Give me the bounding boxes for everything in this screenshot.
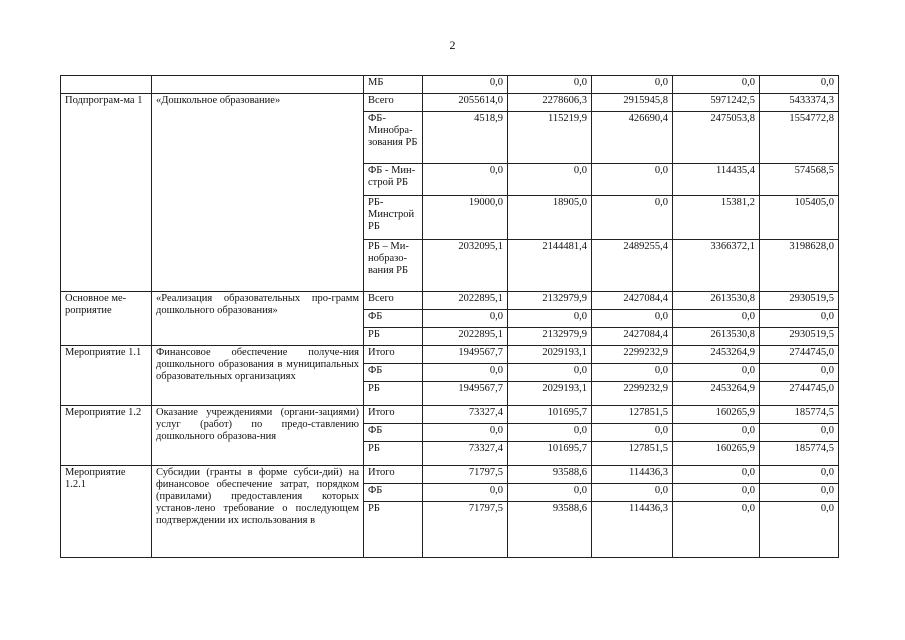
amount-cell: 2427084,4 [592,292,673,310]
amount-cell: 0,0 [423,76,508,94]
funding-source-cell: Итого [364,466,423,484]
amount-cell: 574568,5 [760,164,839,196]
amount-cell: 0,0 [508,310,592,328]
program-name-cell [61,76,152,94]
amount-cell: 2144481,4 [508,240,592,292]
amount-cell: 0,0 [673,484,760,502]
amount-cell: 0,0 [423,364,508,382]
funding-source-cell: ФБ - Мин-строй РБ [364,164,423,196]
amount-cell: 3198628,0 [760,240,839,292]
amount-cell: 2299232,9 [592,346,673,364]
amount-cell: 2032095,1 [423,240,508,292]
amount-cell: 0,0 [592,196,673,240]
amount-cell: 0,0 [508,364,592,382]
amount-cell: 5433374,3 [760,94,839,112]
amount-cell: 0,0 [760,484,839,502]
amount-cell: 185774,5 [760,442,839,466]
amount-cell: 0,0 [592,484,673,502]
funding-source-cell: РБ [364,502,423,558]
amount-cell: 160265,9 [673,442,760,466]
amount-cell: 2029193,1 [508,382,592,406]
program-name-cell: Мероприятие 1.1 [61,346,152,406]
program-description-cell: Финансовое обеспечение получе-ния дошкольного образования в муниципальных образовательных организациях [152,346,364,406]
table-row [61,466,839,484]
amount-cell: 1554772,8 [760,112,839,164]
program-name-cell: Мероприятие 1.2.1 [61,466,152,558]
program-description-cell [152,76,364,94]
funding-source-cell: Всего [364,292,423,310]
funding-source-cell: ФБ [364,484,423,502]
amount-cell: 2132979,9 [508,292,592,310]
amount-cell: 0,0 [423,164,508,196]
amount-cell: 0,0 [673,502,760,558]
amount-cell: 0,0 [423,484,508,502]
program-description-cell: «Дошкольное образование» [152,94,364,292]
funding-source-cell: РБ [364,442,423,466]
amount-cell: 0,0 [760,466,839,484]
amount-cell: 73327,4 [423,406,508,424]
funding-source-cell: ФБ [364,424,423,442]
amount-cell: 2744745,0 [760,382,839,406]
amount-cell: 2453264,9 [673,346,760,364]
program-description-cell: Субсидии (гранты в форме субси-дий) на финансовое обеспечение затрат, порядком (правилами) предоставления которых установ-лено требование о последующем подтверждении их использования в [152,466,364,558]
amount-cell: 1949567,7 [423,346,508,364]
amount-cell: 0,0 [508,164,592,196]
amount-cell: 5971242,5 [673,94,760,112]
amount-cell: 71797,5 [423,502,508,558]
program-name-cell: Основное ме-роприятие [61,292,152,346]
amount-cell: 93588,6 [508,466,592,484]
amount-cell: 4518,9 [423,112,508,164]
amount-cell: 160265,9 [673,406,760,424]
amount-cell: 0,0 [760,502,839,558]
funding-source-cell: ФБ [364,364,423,382]
amount-cell: 2489255,4 [592,240,673,292]
amount-cell: 0,0 [760,310,839,328]
amount-cell: 2022895,1 [423,292,508,310]
amount-cell: 101695,7 [508,406,592,424]
amount-cell: 2299232,9 [592,382,673,406]
amount-cell: 127851,5 [592,442,673,466]
amount-cell: 101695,7 [508,442,592,466]
amount-cell: 2613530,8 [673,292,760,310]
funding-source-cell: МБ [364,76,423,94]
amount-cell: 2132979,9 [508,328,592,346]
amount-cell: 2915945,8 [592,94,673,112]
funding-source-cell: ФБ-Минобра-зования РБ [364,112,423,164]
funding-source-cell: РБ [364,328,423,346]
amount-cell: 0,0 [592,364,673,382]
amount-cell: 127851,5 [592,406,673,424]
budget-table [60,75,839,558]
amount-cell: 2029193,1 [508,346,592,364]
funding-source-cell: Итого [364,406,423,424]
amount-cell: 0,0 [592,76,673,94]
amount-cell: 0,0 [673,310,760,328]
funding-source-cell: Всего [364,94,423,112]
funding-source-cell: РБ – Ми-нобразо-вания РБ [364,240,423,292]
amount-cell: 18905,0 [508,196,592,240]
program-name-cell: Подпрограм-ма 1 [61,94,152,292]
program-description-cell: «Реализация образовательных про-грамм дошкольного образования» [152,292,364,346]
amount-cell: 0,0 [760,76,839,94]
amount-cell: 115219,9 [508,112,592,164]
amount-cell: 71797,5 [423,466,508,484]
amount-cell: 0,0 [760,424,839,442]
amount-cell: 105405,0 [760,196,839,240]
amount-cell: 0,0 [673,364,760,382]
amount-cell: 93588,6 [508,502,592,558]
amount-cell: 0,0 [508,484,592,502]
amount-cell: 0,0 [592,424,673,442]
amount-cell: 0,0 [508,76,592,94]
table-row [61,292,839,310]
amount-cell: 15381,2 [673,196,760,240]
program-description-cell: Оказание учреждениями (органи-зациями) услуг (работ) по предо-ставлению дошкольного образова-ния [152,406,364,466]
amount-cell: 0,0 [592,310,673,328]
amount-cell: 19000,0 [423,196,508,240]
funding-source-cell: Итого [364,346,423,364]
amount-cell: 0,0 [760,364,839,382]
page-number: 2 [449,38,456,52]
table-row [61,346,839,364]
funding-source-cell: РБ-Минстрой РБ [364,196,423,240]
table-row [61,76,839,94]
amount-cell: 426690,4 [592,112,673,164]
funding-source-cell: РБ [364,382,423,406]
amount-cell: 2055614,0 [423,94,508,112]
amount-cell: 3366372,1 [673,240,760,292]
amount-cell: 2427084,4 [592,328,673,346]
program-name-cell: Мероприятие 1.2 [61,406,152,466]
funding-source-cell: ФБ [364,310,423,328]
amount-cell: 2278606,3 [508,94,592,112]
amount-cell: 0,0 [673,424,760,442]
amount-cell: 0,0 [673,76,760,94]
amount-cell: 2453264,9 [673,382,760,406]
table-row [61,94,839,112]
amount-cell: 0,0 [673,466,760,484]
amount-cell: 2930519,5 [760,292,839,310]
amount-cell: 73327,4 [423,442,508,466]
amount-cell: 114436,3 [592,466,673,484]
table-row [61,406,839,424]
amount-cell: 2744745,0 [760,346,839,364]
amount-cell: 0,0 [508,424,592,442]
amount-cell: 185774,5 [760,406,839,424]
amount-cell: 2930519,5 [760,328,839,346]
amount-cell: 2475053,8 [673,112,760,164]
amount-cell: 0,0 [423,310,508,328]
amount-cell: 114435,4 [673,164,760,196]
amount-cell: 0,0 [592,164,673,196]
amount-cell: 1949567,7 [423,382,508,406]
amount-cell: 2022895,1 [423,328,508,346]
amount-cell: 0,0 [423,424,508,442]
amount-cell: 114436,3 [592,502,673,558]
amount-cell: 2613530,8 [673,328,760,346]
